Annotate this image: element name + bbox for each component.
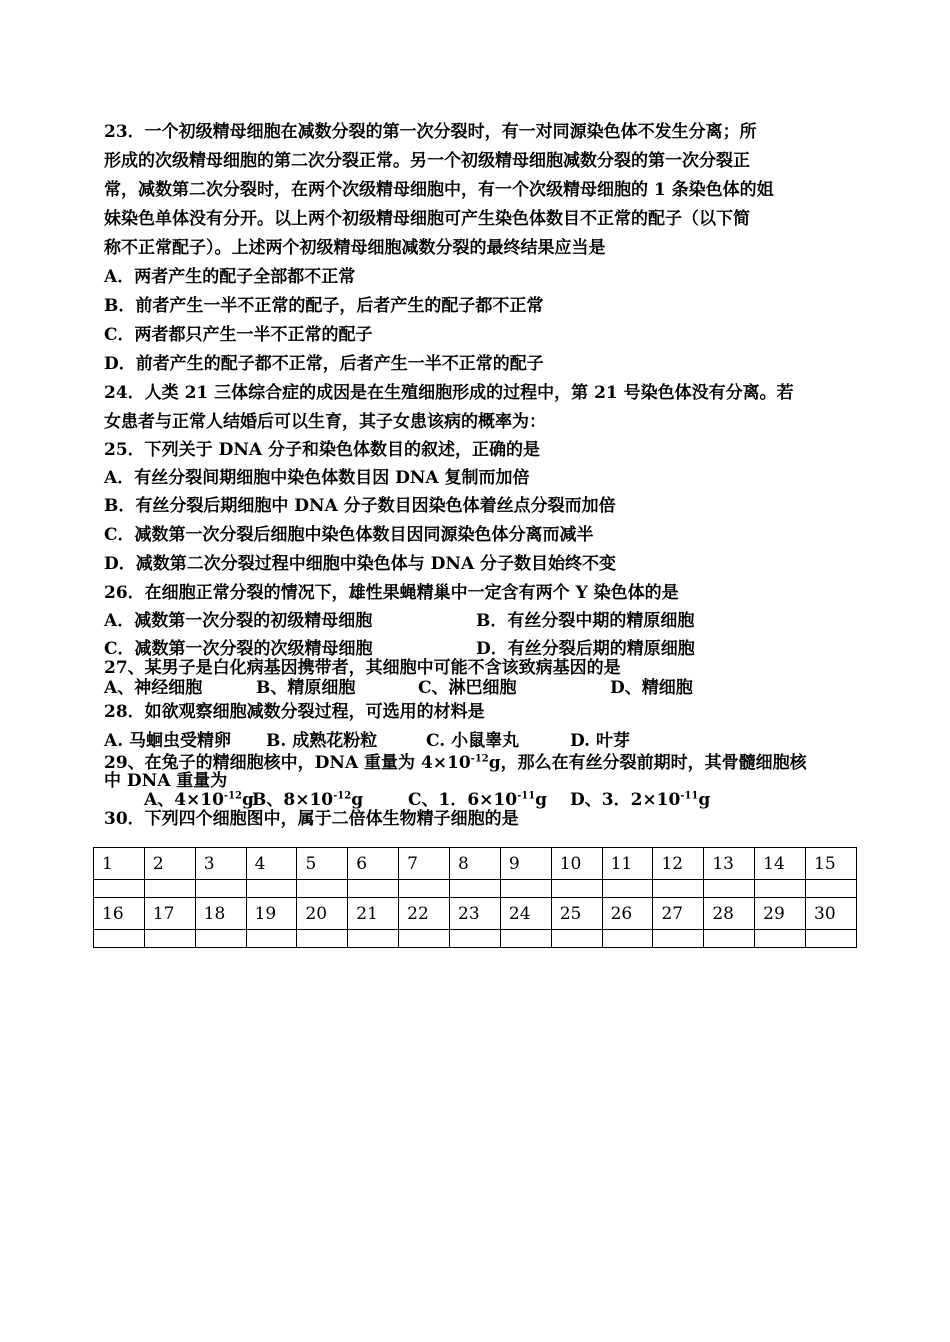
answer-cell[interactable] (602, 880, 653, 898)
answer-cell[interactable] (297, 930, 348, 948)
answer-cell[interactable] (348, 880, 399, 898)
answer-cell[interactable] (500, 880, 551, 898)
q23-line-2: 形成的次级精母细胞的第二次分裂正常。另一个初级精母细胞减数分裂的第一次分裂正 (104, 151, 750, 171)
answer-number: 21 (348, 898, 399, 930)
answer-cell[interactable] (94, 880, 145, 898)
q27-stem: 27、某男子是白化病基因携带者，其细胞中可能不含该致病基因的是 (104, 658, 621, 678)
answer-number: 1 (94, 848, 145, 880)
answer-table (93, 847, 857, 948)
q23-option-c: C．两者都只产生一半不正常的配子 (104, 325, 373, 345)
answer-number: 6 (348, 848, 399, 880)
answer-number: 4 (246, 848, 297, 880)
q23-line-1: 23．一个初级精母细胞在减数分裂的第一次分裂时，有一对同源染色体不发生分离；所 (104, 122, 757, 142)
q25-option-d: D．减数第二次分裂过程中细胞中染色体与 DNA 分子数目始终不变 (104, 554, 617, 574)
q27-option-a: A、神经细胞 (104, 678, 203, 698)
q24-line-2: 女患者与正常人结婚后可以生育，其子女患该病的概率为： (104, 412, 546, 432)
q29-option-c-unit: g (535, 790, 548, 810)
answer-cell[interactable] (94, 930, 145, 948)
q26-option-d: D．有丝分裂后期的精原细胞 (476, 639, 695, 659)
q29-option-d-exponent: -11 (680, 790, 699, 802)
answer-cell[interactable] (653, 930, 704, 948)
answer-number: 5 (297, 848, 348, 880)
answer-number: 28 (704, 898, 755, 930)
q25-stem: 25．下列关于 DNA 分子和染色体数目的叙述，正确的是 (104, 440, 540, 460)
q26-option-c: C．减数第一次分裂的次级精母细胞 (104, 639, 373, 659)
q29-option-d-base: D、3．2×10 (570, 790, 681, 810)
q25-option-c: C．减数第一次分裂后细胞中染色体数目因同源染色体分离而减半 (104, 525, 594, 545)
answer-number: 23 (450, 898, 501, 930)
q23-option-a: A．两者产生的配子全部都不正常 (104, 267, 356, 287)
answer-cell[interactable] (450, 880, 501, 898)
answer-number: 3 (195, 848, 246, 880)
q23-line-3: 常，减数第二次分裂时，在两个次级精母细胞中，有一个次级精母细胞的 1 条染色体的姐 (104, 180, 774, 200)
answer-cell[interactable] (653, 880, 704, 898)
q23-line-4: 妹染色单体没有分开。以上两个初级精母细胞可产生染色体数目不正常的配子（以下简 (104, 209, 750, 229)
answer-number: 24 (500, 898, 551, 930)
answer-number: 19 (246, 898, 297, 930)
answer-cell[interactable] (602, 930, 653, 948)
answer-cell[interactable] (246, 930, 297, 948)
answer-number: 29 (755, 898, 806, 930)
q28-option-a: A. 马蛔虫受精卵 (104, 731, 232, 751)
answer-number: 17 (144, 898, 195, 930)
q23-option-b: B．前者产生一半不正常的配子，后者产生的配子都不正常 (104, 296, 544, 316)
q27-option-d: D、精细胞 (610, 678, 693, 698)
q29-option-d (570, 789, 710, 811)
q26-stem: 26．在细胞正常分裂的情况下，雄性果蝇精巢中一定含有两个 Y 染色体的是 (104, 583, 679, 603)
answer-cell[interactable] (551, 930, 602, 948)
answer-table-number-row-2 (94, 898, 857, 930)
q29-stem-line-2: 中 DNA 重量为 (104, 771, 228, 791)
q29-option-b-exponent: -12 (333, 790, 352, 802)
answer-number: 12 (653, 848, 704, 880)
q29-option-a-base: A、4×10 (144, 790, 224, 810)
answer-cell[interactable] (500, 930, 551, 948)
answer-number: 14 (755, 848, 806, 880)
answer-cell[interactable] (399, 930, 450, 948)
answer-number: 13 (704, 848, 755, 880)
answer-cell[interactable] (806, 880, 857, 898)
q29-option-c-base: C、1．6×10 (408, 790, 518, 810)
answer-number: 15 (806, 848, 857, 880)
q29-option-a-unit: g (242, 790, 254, 810)
answer-cell[interactable] (399, 880, 450, 898)
q27-option-b: B、精原细胞 (256, 678, 356, 698)
q23-option-d: D．前者产生的配子都不正常，后者产生一半不正常的配子 (104, 354, 544, 374)
answer-table-blank-row-2 (94, 930, 857, 948)
q29-option-a-exponent: -12 (223, 790, 242, 802)
q24-line-1: 24．人类 21 三体综合症的成因是在生殖细胞形成的过程中，第 21 号染色体没有分离。若 (104, 383, 794, 403)
answer-number: 18 (195, 898, 246, 930)
q28-option-b: B. 成熟花粉粒 (266, 731, 378, 751)
answer-number: 22 (399, 898, 450, 930)
answer-number: 9 (500, 848, 551, 880)
answer-cell[interactable] (195, 880, 246, 898)
q28-option-d: D. 叶芽 (570, 731, 630, 751)
answer-cell[interactable] (144, 880, 195, 898)
q28-stem: 28．如欲观察细胞减数分裂过程，可选用的材料是 (104, 702, 485, 722)
answer-number: 16 (94, 898, 145, 930)
answer-number: 20 (297, 898, 348, 930)
q29-stem-part-1: 29、在兔子的精细胞核中，DNA 重量为 4×10 (104, 753, 471, 773)
answer-cell[interactable] (246, 880, 297, 898)
answer-cell[interactable] (551, 880, 602, 898)
q29-option-b-base: B、8×10 (252, 790, 334, 810)
q23-line-5: 称不正常配子）。上述两个初级精母细胞减数分裂的最终结果应当是 (104, 238, 606, 258)
answer-number: 8 (450, 848, 501, 880)
answer-cell[interactable] (704, 930, 755, 948)
q26-option-b: B．有丝分裂中期的精原细胞 (476, 611, 695, 631)
q26-option-a: A．减数第一次分裂的初级精母细胞 (104, 611, 373, 631)
q29-stem-exponent: -12 (470, 753, 489, 765)
answer-cell[interactable] (297, 880, 348, 898)
q29-stem-part-2: g，那么在有丝分裂前期时，其骨髓细胞核 (488, 753, 807, 773)
answer-cell[interactable] (755, 930, 806, 948)
answer-cell[interactable] (704, 880, 755, 898)
q30-stem: 30．下列四个细胞图中，属于二倍体生物精子细胞的是 (104, 809, 519, 829)
answer-number: 30 (806, 898, 857, 930)
answer-cell[interactable] (755, 880, 806, 898)
answer-number: 26 (602, 898, 653, 930)
q27-option-c: C、淋巴细胞 (418, 678, 517, 698)
answer-cell[interactable] (806, 930, 857, 948)
q29-option-d-unit: g (698, 790, 711, 810)
q25-option-b: B．有丝分裂后期细胞中 DNA 分子数目因染色体着丝点分裂而加倍 (104, 496, 616, 516)
answer-number: 25 (551, 898, 602, 930)
q25-option-a: A．有丝分裂间期细胞中染色体数目因 DNA 复制而加倍 (104, 468, 530, 488)
answer-table-blank-row-1 (94, 880, 857, 898)
answer-cell[interactable] (348, 930, 399, 948)
answer-number: 10 (551, 848, 602, 880)
q29-option-c-exponent: -11 (517, 790, 536, 802)
answer-number: 7 (399, 848, 450, 880)
answer-number: 2 (144, 848, 195, 880)
answer-cell[interactable] (144, 930, 195, 948)
q28-option-c: C. 小鼠睾丸 (426, 731, 520, 751)
q29-option-b-unit: g (351, 790, 364, 810)
answer-number: 11 (602, 848, 653, 880)
answer-cell[interactable] (450, 930, 501, 948)
answer-number: 27 (653, 898, 704, 930)
answer-cell[interactable] (195, 930, 246, 948)
answer-table-number-row-1 (94, 848, 857, 880)
